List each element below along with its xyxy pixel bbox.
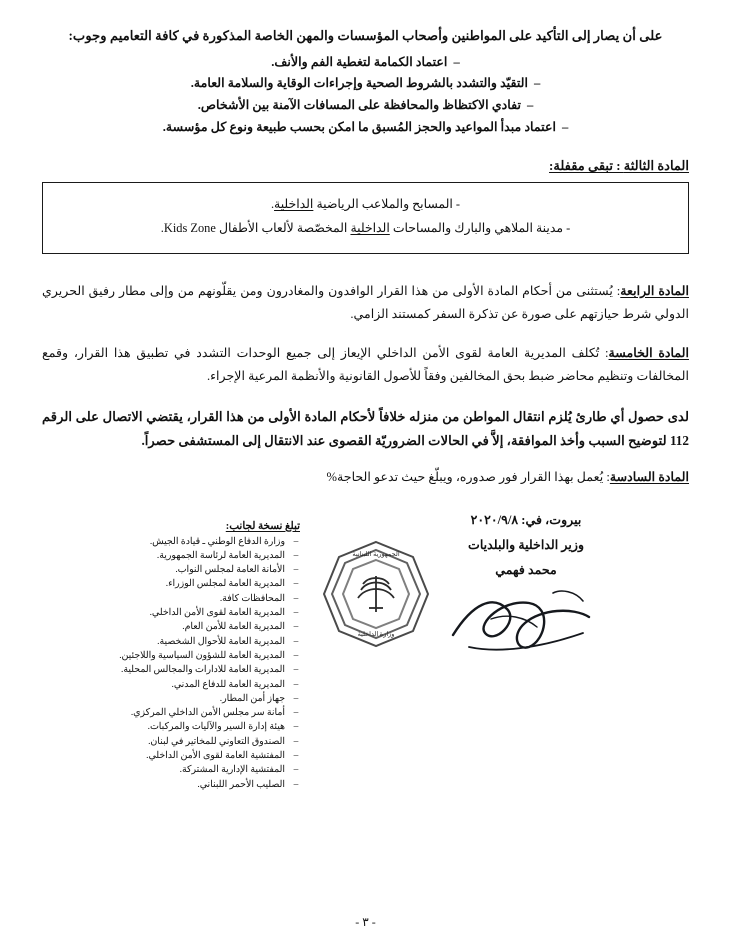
minister-title: وزير الداخلية والبلديات [467,537,585,552]
bullet-dash-icon: – [533,76,541,91]
list-item [84,749,300,763]
bullet-dash-icon: – [293,536,299,547]
boxed-line [57,193,674,217]
intro-paragraph: على أن يصار إلى التأكيد على المواطنين وأصحاب المؤسسات والمهن الخاصة المذكورة في كافة التعاميم وجوب: [68,28,663,43]
cc-distribution-block [84,520,300,792]
article-four-paragraph [42,280,689,327]
boxed-line [57,217,674,241]
list-item [84,763,300,777]
boxed-line-prefix: - المسابح والملاعب الرياضية [313,197,461,212]
minister-name: محمد فهمي [495,562,557,577]
bullet-dash-icon: – [293,593,299,604]
bullet-dash-icon: – [293,622,299,633]
bullet-dash-icon: – [293,722,299,733]
cc-item-label: المفتشية الإدارية المشتركة. [179,765,285,776]
cc-item-label: هيئة إدارة السير والآليات والمركبات. [147,722,285,733]
article-three-label: المادة الثالثة [623,158,689,174]
cc-item-label: المديرية العامة للدفاع المدني. [171,679,285,690]
article-five-label: المادة الخامسة [608,346,689,361]
list-item-label: التقيّد والتشدد بالشروط الصحية وإجراءات الوقاية والسلامة العامة. [190,76,528,91]
bullet-dash-icon: – [293,679,299,690]
cc-item-label: المديرية العامة لمجلس الوزراء. [165,579,285,590]
boxed-line-prefix: - مدينة الملاهي والبارك والمساحات [389,220,571,235]
cc-item-label: جهاز أمن المطار. [219,693,285,704]
bullet-dash-icon: – [293,751,299,762]
stamp-bottom-text: وزارة الداخلية [357,630,395,638]
cc-item-label: أمانة سر مجلس الأمن الداخلي المركزي. [130,708,285,719]
list-item [42,95,689,117]
bullet-dash-icon: – [562,119,569,134]
signature-block [421,508,631,670]
emergency-notice-paragraph: لدى حصول أي طارئ يُلزم انتقال المواطن من منزله خلافاً لأحكام المادة الأولى من هذا القرار، يقتضي الاتصال على الرقم 112 لتوضيح السبب وأخذ الموافقة، إلاَّ في الحالات الضروريّة القصوى عند الانتقال إلى المستشفى حصراً. [42,408,689,448]
cc-item-label: المديرية العامة للأحوال الشخصية. [157,636,285,647]
cc-item-label: المديرية العامة للأمن العام. [182,622,285,633]
bullet-dash-icon: – [293,693,299,704]
cc-item-label: المديرية العامة للشؤون السياسية واللاجئين. [119,650,285,661]
bullet-dash-icon: – [527,98,534,113]
list-item-label: تفادي الاكتظاظ والمحافظة على المسافات الآمنة بين الأشخاص. [197,98,521,113]
boxed-line-underlined: الداخلية [274,197,314,212]
list-item [42,117,689,139]
list-item [84,692,300,706]
article-five-paragraph [42,342,689,389]
cc-item-label: المحافظات كافة. [219,593,285,604]
list-item [84,563,300,577]
bullet-dash-icon: – [293,608,299,619]
list-item-label: اعتماد مبدأ المواعيد والحجز المُسبق ما امكن بحسب طبيعة ونوع كل مؤسسة. [162,119,556,134]
article-five-text: : تُكلف المديرية العامة لقوى الأمن الداخلي الإيعاز إلى جميع الوحدات التشدد في تطبيق هذا القرار، وقمع المخالفات وتنظيم محاضر ضبط بحق المخالفين وفقاً للأصول القانونية والأنظمة المرعية الإجراء. [42,346,689,384]
article-three-rest: : تبقى مقفلة: [549,158,624,174]
list-item [84,592,300,606]
list-item [84,663,300,677]
page-number: - ٣ - [355,915,376,929]
bullet-dash-icon: – [293,665,299,676]
list-item [84,735,300,749]
cc-item-label: الأمانة العامة لمجلس النواب. [175,565,285,576]
cc-item-label: المديرية العامة للادارات والمجالس المحلية. [120,665,285,676]
cc-item-label: المديرية العامة لرئاسة الجمهورية. [156,550,285,561]
list-item [84,620,300,634]
official-stamp [311,536,441,666]
list-item [84,549,300,563]
bullet-dash-icon: – [293,779,299,790]
list-item [84,778,300,792]
cc-item-label: المفتشية العامة لقوى الأمن الداخلي. [146,751,285,762]
boxed-line-suffix: المخصّصة لألعاب الأطفال Kids Zone. [160,220,351,235]
handwritten-signature [421,589,631,669]
stamp-top-text: الجمهورية اللبنانية [352,550,400,558]
article-four-text: : يُستثنى من أحكام المادة الأولى من هذا القرار الوافدون والمغادرون ومن يقلّونهم من وإلى مطار رفيق الحريري الدولي شرط حيازتهم على صورة عن تذكرة السفر كمستند الزامي. [42,283,689,321]
list-item [84,720,300,734]
cc-title: تبلغ نسخة لجانب: [225,520,300,532]
bullet-dash-icon: – [293,565,299,576]
list-item [84,706,300,720]
list-item-label: اعتماد الكمامة لتغطية الفم والأنف. [271,54,448,69]
bullet-dash-icon: – [293,550,299,561]
article-six-label: المادة السادسة [609,470,689,485]
article-six-text: : يُعمل بهذا القرار فور صدوره، ويبلّغ حيث تدعو الحاجة% [326,470,610,485]
list-item [84,649,300,663]
bullet-dash-icon: – [293,650,299,661]
cc-item-label: الصليب الأحمر اللبناني. [197,779,285,790]
list-item [84,577,300,591]
list-item [84,606,300,620]
list-item [42,73,689,95]
cc-item-label: الصندوق التعاوني للمخاتير في لبنان. [148,736,285,747]
cc-item-label: المديرية العامة لقوى الأمن الداخلي. [149,608,285,619]
bullet-dash-icon: – [453,54,460,69]
requirements-list [42,52,689,139]
list-item [84,635,300,649]
article-four-label: المادة الرابعة [620,283,689,298]
boxed-line-suffix: . [270,197,275,212]
boxed-line-underlined: الداخلية [350,220,390,235]
signature-zone [42,508,689,790]
cc-item-label: وزارة الدفاع الوطني ـ قيادة الجيش. [149,536,285,547]
list-item [84,678,300,692]
list-item [42,52,689,74]
closed-facilities-box [42,182,689,253]
cc-list [84,535,300,792]
bullet-dash-icon: – [293,708,299,719]
bullet-dash-icon: – [293,736,299,747]
article-six-paragraph [42,466,689,489]
bullet-dash-icon: – [293,765,299,776]
list-item [84,535,300,549]
bullet-dash-icon: – [293,636,299,647]
bullet-dash-icon: – [293,579,299,590]
place-date: بيروت، في: ٢٠٢٠/٩/٨ [470,512,582,527]
article-three-heading [42,158,689,174]
